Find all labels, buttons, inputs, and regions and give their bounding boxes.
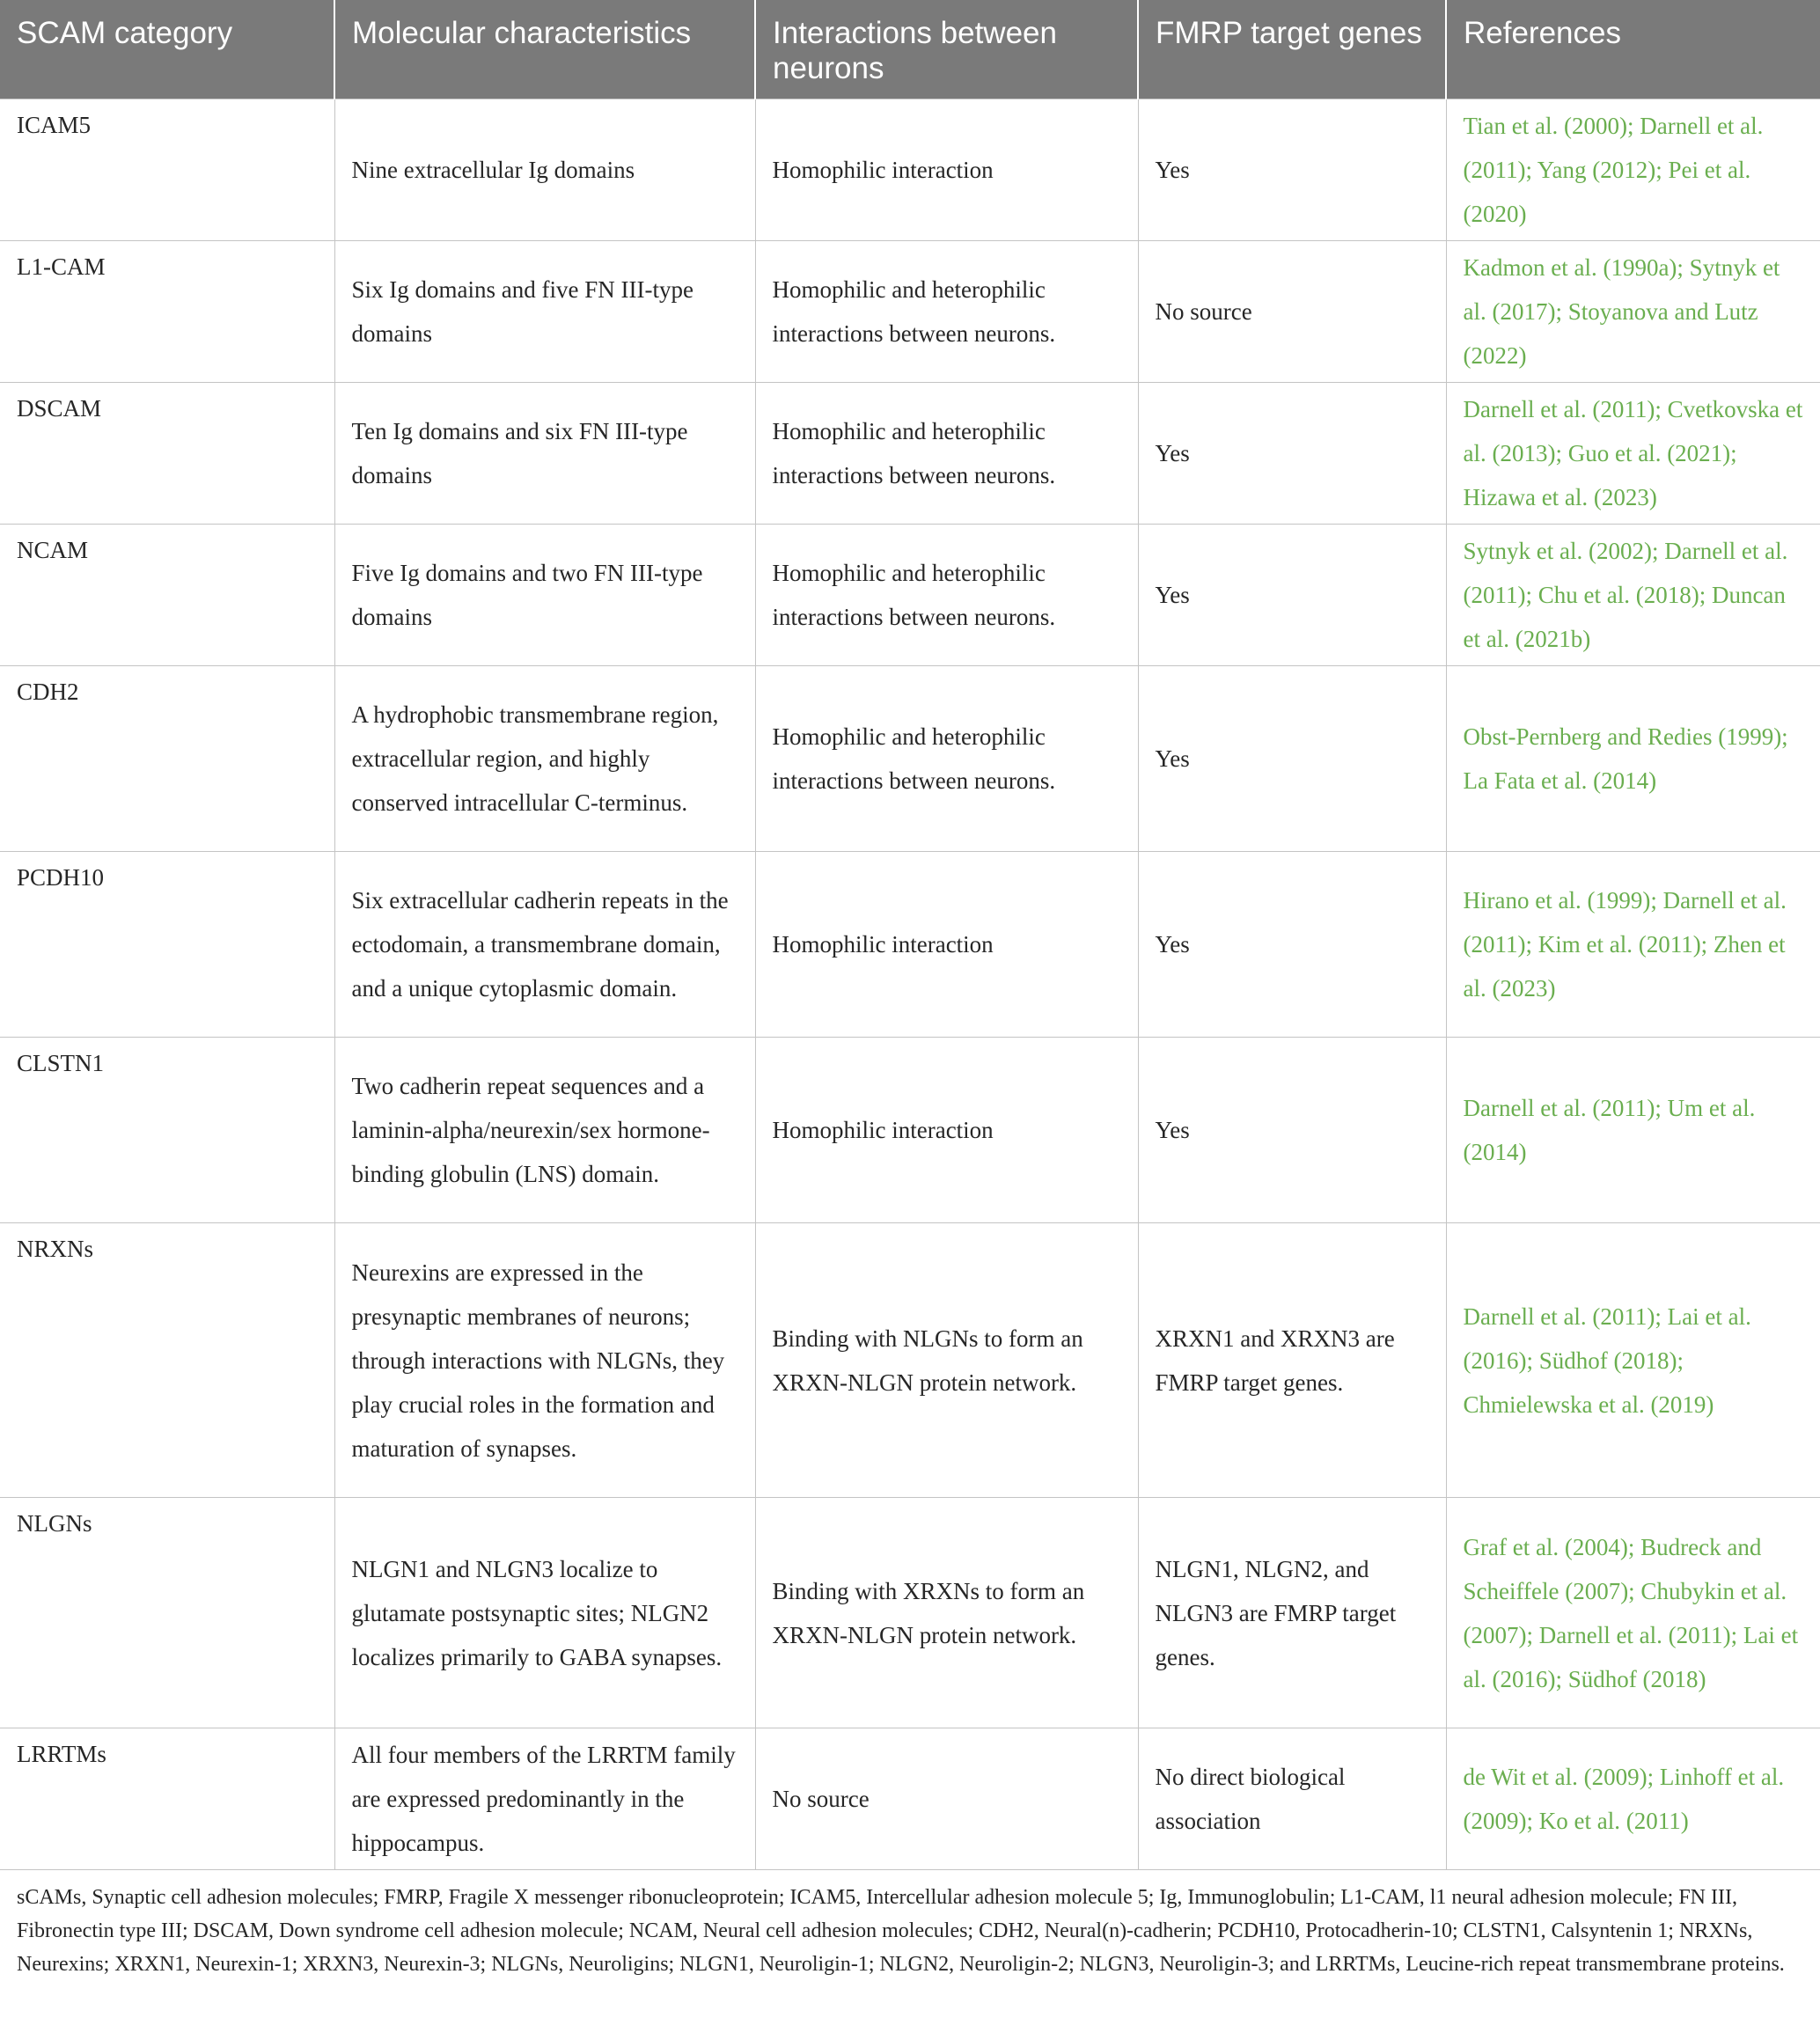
- table-row: [0, 241, 1820, 383]
- category-cell: NRXNs: [0, 1223, 334, 1498]
- table-row: [0, 99, 1820, 241]
- table-header-row: [0, 0, 1820, 99]
- fmrp-cell: No direct biological association: [1138, 1728, 1446, 1870]
- header-fmrp-target-genes: FMRP target genes: [1138, 0, 1446, 99]
- table-row: [0, 383, 1820, 525]
- table-row: [0, 1223, 1820, 1498]
- interactions-cell: Binding with NLGNs to form an XRXN-NLGN protein network.: [755, 1223, 1138, 1498]
- references-cell[interactable]: Darnell et al. (2011); Lai et al. (2016); Südhof (2018); Chmielewska et al. (2019): [1446, 1223, 1820, 1498]
- references-cell[interactable]: Darnell et al. (2011); Um et al. (2014): [1446, 1038, 1820, 1223]
- fmrp-cell: Yes: [1138, 525, 1446, 666]
- table-row: [0, 666, 1820, 852]
- category-cell: ICAM5: [0, 99, 334, 241]
- category-cell: NCAM: [0, 525, 334, 666]
- molecular-cell: Six extracellular cadherin repeats in the ectodomain, a transmembrane domain, and a unique cytoplasmic domain.: [334, 852, 755, 1038]
- molecular-cell: Six Ig domains and five FN III-type domains: [334, 241, 755, 383]
- category-cell: CDH2: [0, 666, 334, 852]
- references-cell[interactable]: Graf et al. (2004); Budreck and Scheiffele (2007); Chubykin et al. (2007); Darnell et al. (2011); Lai et al. (2016); Südhof (2018): [1446, 1498, 1820, 1728]
- interactions-cell: Homophilic and heterophilic interactions between neurons.: [755, 525, 1138, 666]
- interactions-cell: Binding with XRXNs to form an XRXN-NLGN protein network.: [755, 1498, 1138, 1728]
- references-cell[interactable]: Kadmon et al. (1990a); Sytnyk et al. (2017); Stoyanova and Lutz (2022): [1446, 241, 1820, 383]
- interactions-cell: Homophilic and heterophilic interactions between neurons.: [755, 383, 1138, 525]
- interactions-cell: Homophilic and heterophilic interactions between neurons.: [755, 241, 1138, 383]
- fmrp-cell: Yes: [1138, 1038, 1446, 1223]
- fmrp-cell: Yes: [1138, 666, 1446, 852]
- molecular-cell: NLGN1 and NLGN3 localize to glutamate postsynaptic sites; NLGN2 localizes primarily to GABA synapses.: [334, 1498, 755, 1728]
- header-scam-category: SCAM category: [0, 0, 334, 99]
- table-row: [0, 1498, 1820, 1728]
- category-cell: LRRTMs: [0, 1728, 334, 1870]
- molecular-cell: Nine extracellular Ig domains: [334, 99, 755, 241]
- table-row: [0, 1728, 1820, 1870]
- category-cell: L1-CAM: [0, 241, 334, 383]
- interactions-cell: Homophilic interaction: [755, 99, 1138, 241]
- fmrp-cell: Yes: [1138, 852, 1446, 1038]
- fmrp-cell: XRXN1 and XRXN3 are FMRP target genes.: [1138, 1223, 1446, 1498]
- molecular-cell: Two cadherin repeat sequences and a laminin-alpha/neurexin/sex hormone-binding globulin (LNS) domain.: [334, 1038, 755, 1223]
- molecular-cell: Five Ig domains and two FN III-type domains: [334, 525, 755, 666]
- fmrp-cell: Yes: [1138, 383, 1446, 525]
- interactions-cell: Homophilic interaction: [755, 1038, 1138, 1223]
- interactions-cell: Homophilic and heterophilic interactions between neurons.: [755, 666, 1138, 852]
- header-molecular-characteristics: Molecular characteristics: [334, 0, 755, 99]
- references-cell[interactable]: Tian et al. (2000); Darnell et al. (2011); Yang (2012); Pei et al. (2020): [1446, 99, 1820, 241]
- references-cell[interactable]: Darnell et al. (2011); Cvetkovska et al. (2013); Guo et al. (2021); Hizawa et al. (2023): [1446, 383, 1820, 525]
- molecular-cell: A hydrophobic transmembrane region, extracellular region, and highly conserved intracellular C-terminus.: [334, 666, 755, 852]
- table-row: [0, 852, 1820, 1038]
- references-cell[interactable]: Sytnyk et al. (2002); Darnell et al. (2011); Chu et al. (2018); Duncan et al. (2021b): [1446, 525, 1820, 666]
- references-cell[interactable]: Hirano et al. (1999); Darnell et al. (2011); Kim et al. (2011); Zhen et al. (2023): [1446, 852, 1820, 1038]
- references-cell[interactable]: Obst-Pernberg and Redies (1999); La Fata et al. (2014): [1446, 666, 1820, 852]
- table-footnote: sCAMs, Synaptic cell adhesion molecules; FMRP, Fragile X messenger ribonucleoprotein; ICAM5, Intercellular adhesion molecule 5; Ig, Immunoglobulin; L1-CAM, l1 neural adhesion molecule; FN III, Fibronectin type III; DSCAM, Down syndrome cell adhesion molecule; NCAM, Neural cell adhesion molecules; CDH2, Neural(n)-cadherin; PCDH10, Protocadherin-10; CLSTN1, Calsyntenin 1; NRXNs, Neurexins; XRXN1, Neurexin-1; XRXN3, Neurexin-3; NLGNs, Neuroligins; NLGN1, Neuroligin-1; NLGN2, Neuroligin-2; NLGN3, Neuroligin-3; and LRRTMs, Leucine-rich repeat transmembrane proteins.: [17, 1886, 1785, 1976]
- molecular-cell: All four members of the LRRTM family are expressed predominantly in the hippocampus.: [334, 1728, 755, 1870]
- category-cell: NLGNs: [0, 1498, 334, 1728]
- category-cell: CLSTN1: [0, 1038, 334, 1223]
- category-cell: DSCAM: [0, 383, 334, 525]
- fmrp-cell: Yes: [1138, 99, 1446, 241]
- fmrp-cell: NLGN1, NLGN2, and NLGN3 are FMRP target genes.: [1138, 1498, 1446, 1728]
- molecular-cell: Ten Ig domains and six FN III-type domains: [334, 383, 755, 525]
- category-cell: PCDH10: [0, 852, 334, 1038]
- interactions-cell: Homophilic interaction: [755, 852, 1138, 1038]
- table-row: [0, 525, 1820, 666]
- fmrp-cell: No source: [1138, 241, 1446, 383]
- molecular-cell: Neurexins are expressed in the presynaptic membranes of neurons; through interactions with NLGNs, they play crucial roles in the formation and maturation of synapses.: [334, 1223, 755, 1498]
- header-references: References: [1446, 0, 1820, 99]
- table-row: [0, 1038, 1820, 1223]
- interactions-cell: No source: [755, 1728, 1138, 1870]
- references-cell[interactable]: de Wit et al. (2009); Linhoff et al. (2009); Ko et al. (2011): [1446, 1728, 1820, 1870]
- header-interactions: Interactions between neurons: [755, 0, 1138, 99]
